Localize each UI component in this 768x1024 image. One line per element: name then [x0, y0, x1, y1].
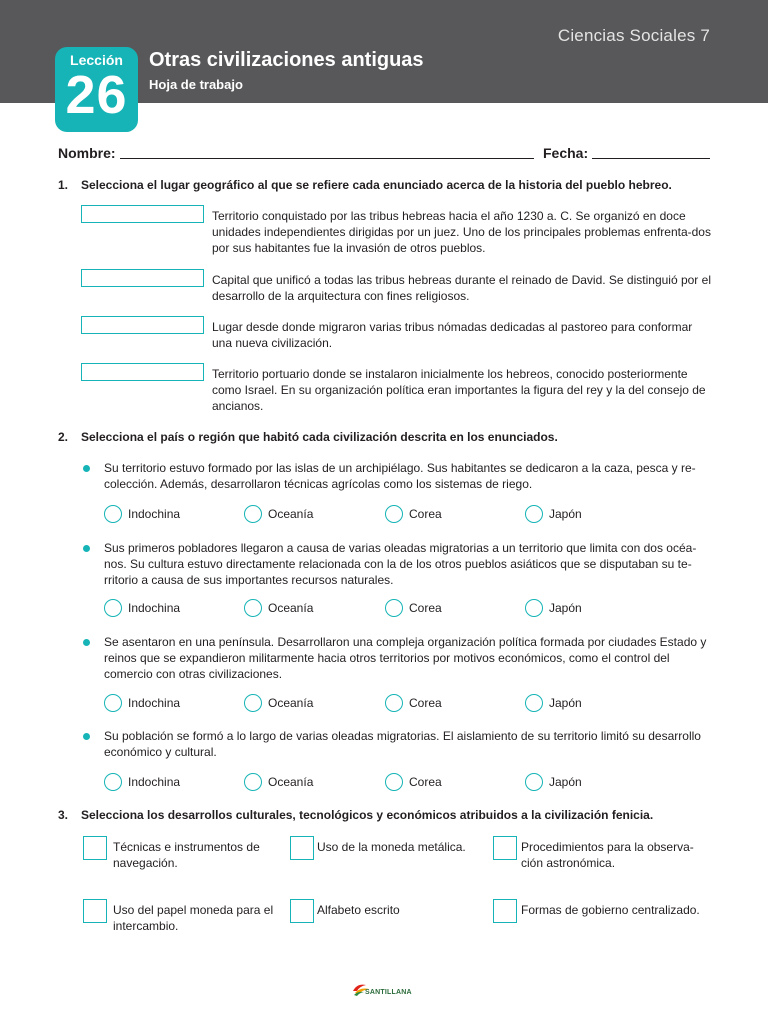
region-statement-4: Su población se formó a lo largo de varias oleadas migratorias. El aislamiento de su territorio limitó su desarrollo económico y cultural. [104, 729, 701, 759]
bullet-icon [83, 465, 90, 472]
lesson-label: Lección [70, 52, 123, 68]
date-field[interactable] [592, 158, 710, 159]
option-label: Indochina [128, 601, 181, 615]
question-prompt: Selecciona los desarrollos culturales, tecnológicos y económicos atribuidos a la civilización fenicia. [81, 808, 654, 822]
checkbox-papel-moneda[interactable] [83, 899, 107, 923]
checkbox-label: Uso del papel moneda para el intercambio. [113, 903, 274, 933]
name-date-row [58, 145, 710, 161]
radio-button[interactable] [104, 599, 122, 617]
question-number: 3. [58, 808, 69, 822]
checkbox-moneda-metalica[interactable] [290, 836, 314, 860]
checkbox-alfabeto[interactable] [290, 899, 314, 923]
bullet-icon [83, 639, 90, 646]
checkbox-label: Uso de la moneda metálica. [317, 840, 466, 854]
checkbox-gobierno-centralizado[interactable] [493, 899, 517, 923]
question-2-heading [58, 430, 558, 444]
question-prompt: Selecciona el país o región que habitó cada civilización descrita en los enunciados. [81, 430, 558, 444]
radio-button[interactable] [244, 599, 262, 617]
option-label: Indochina [128, 507, 181, 521]
option-label: Japón [549, 601, 582, 615]
option-label: Japón [549, 775, 582, 789]
region-options-2 [104, 597, 704, 619]
option-label: Indochina [128, 696, 181, 710]
radio-button[interactable] [385, 694, 403, 712]
statement-4: Territorio portuario donde se instalaron inicialmente los hebreos, conocido posteriormente como Israel. En su organización política eran importantes la figura del rey y la del consejo de ancianos. [212, 367, 706, 413]
checkbox-label: Alfabeto escrito [317, 903, 400, 917]
statement-3: Lugar desde donde migraron varias tribus nómadas dedicadas al pastoreo para conformar una nueva civilización. [212, 320, 693, 350]
radio-button[interactable] [525, 773, 543, 791]
lesson-badge [55, 47, 138, 132]
region-options-1 [104, 503, 704, 525]
question-prompt: Selecciona el lugar geográfico al que se refiere cada enunciado acerca de la historia del pueblo hebreo. [81, 178, 672, 192]
radio-button[interactable] [104, 505, 122, 523]
checkbox-navegacion[interactable] [83, 836, 107, 860]
region-statement-1: Su territorio estuvo formado por las islas de un archipiélago. Sus habitantes se dedicaron a la caza, pesca y re-colección. Además, desarrollaron técnicas agrícolas como los sistemas de riego. [104, 461, 696, 491]
region-options-4 [104, 771, 704, 793]
publisher-name: SANTILLANA [365, 989, 412, 996]
option-label: Japón [549, 507, 582, 521]
radio-button[interactable] [104, 773, 122, 791]
page-title: Otras civilizaciones antiguas [149, 49, 424, 71]
option-label: Japón [549, 696, 582, 710]
option-label: Corea [409, 775, 442, 789]
option-label: Oceanía [268, 775, 314, 789]
radio-button[interactable] [525, 694, 543, 712]
option-label: Corea [409, 696, 442, 710]
option-label: Corea [409, 507, 442, 521]
checkbox-label: Procedimientos para la observa-ción astronómica. [521, 840, 694, 870]
checkbox-label: Formas de gobierno centralizado. [521, 903, 700, 917]
course-name: Ciencias Sociales 7 [557, 26, 710, 45]
name-field[interactable] [120, 158, 534, 159]
answer-box-2[interactable] [81, 269, 204, 287]
question-1-heading [58, 178, 672, 192]
question-number: 2. [58, 430, 69, 444]
lesson-number: 26 [65, 65, 128, 125]
region-options-3 [104, 692, 704, 714]
bullet-icon [83, 733, 90, 740]
question-3-heading [58, 808, 653, 822]
region-statement-2: Sus primeros pobladores llegaron a causa de varias oleadas migratorias a un territorio que limita con dos océa-nos. Su cultura estuvo directamente relacionada con la de los otros pueblos asiáticos que se disputaban su te-rritorio a causa de sus importantes recursos naturales. [104, 541, 697, 587]
page-subtitle: Hoja de trabajo [149, 77, 243, 92]
name-label: Nombre: [58, 145, 116, 161]
option-label: Corea [409, 601, 442, 615]
statement-2: Capital que unificó a todas las tribus hebreas durante el reinado de David. Se distinguió por el desarrollo de la arquitectura con fines religiosos. [212, 273, 711, 303]
answer-box-4[interactable] [81, 363, 204, 381]
question-number: 1. [58, 178, 69, 192]
radio-button[interactable] [244, 505, 262, 523]
radio-button[interactable] [525, 599, 543, 617]
radio-button[interactable] [244, 773, 262, 791]
checkbox-label: Técnicas e instrumentos de navegación. [113, 840, 260, 870]
option-label: Oceanía [268, 601, 314, 615]
statement-1: Territorio conquistado por las tribus hebreas hacia el año 1230 a. C. Se organizó en doce unidades independientes dirigidas por un juez. Uno de los principales problemas enfrenta-dos por sus habitantes fue la invasión de otros pueblos. [212, 209, 711, 255]
date-label: Fecha: [543, 145, 589, 161]
option-label: Oceanía [268, 696, 314, 710]
bullet-icon [83, 545, 90, 552]
option-label: Indochina [128, 775, 181, 789]
radio-button[interactable] [525, 505, 543, 523]
publisher-logo [352, 982, 418, 1000]
radio-button[interactable] [385, 505, 403, 523]
radio-button[interactable] [385, 773, 403, 791]
answer-box-1[interactable] [81, 205, 204, 223]
radio-button[interactable] [385, 599, 403, 617]
answer-box-3[interactable] [81, 316, 204, 334]
radio-button[interactable] [104, 694, 122, 712]
checkbox-astronomia[interactable] [493, 836, 517, 860]
region-statement-3: Se asentaron en una península. Desarrollaron una compleja organización política formada por ciudades Estado y reinos que se expandieron militarmente hacia otros territorios por motivos económicos, como el control del comercio con otras civilizaciones. [104, 635, 707, 681]
radio-button[interactable] [244, 694, 262, 712]
option-label: Oceanía [268, 507, 314, 521]
header-bar [0, 0, 768, 125]
